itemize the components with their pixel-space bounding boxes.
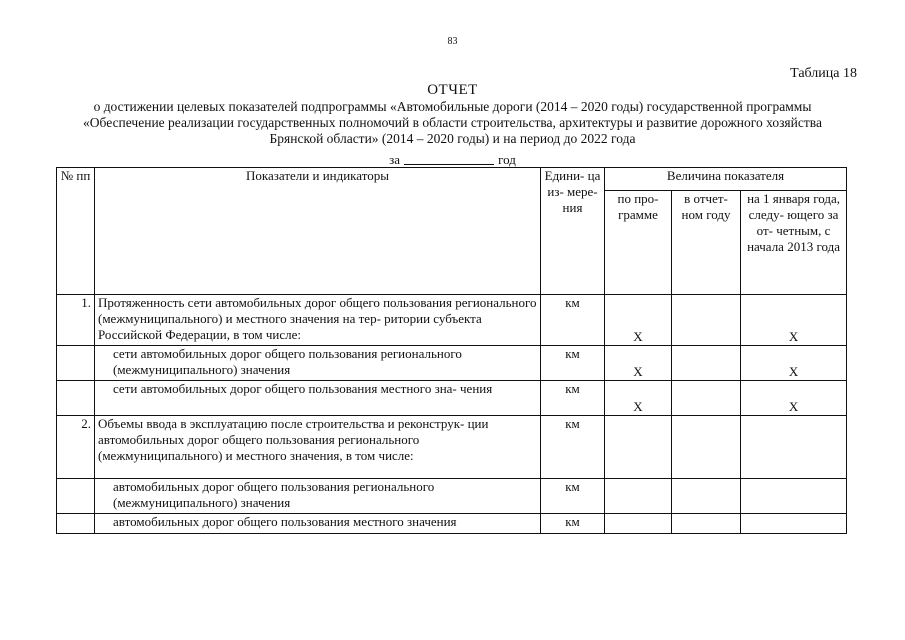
header-num: № пп bbox=[57, 168, 95, 295]
period-blank[interactable] bbox=[404, 153, 494, 165]
header-indicators: Показатели и индикаторы bbox=[95, 168, 541, 295]
row-num bbox=[57, 381, 95, 416]
report-title: ОТЧЕТ bbox=[427, 82, 478, 98]
row-by-program[interactable] bbox=[605, 479, 672, 514]
row-num: 1. bbox=[57, 295, 95, 346]
page-number: 83 bbox=[447, 36, 458, 47]
row-unit: км bbox=[541, 416, 605, 479]
row-reporting-year[interactable] bbox=[672, 381, 741, 416]
row-name: Объемы ввода в эксплуатацию после строительства и реконструк- ции автомобильных дорог общего пользования регионального (межмуниципального) и местного значения, в том числе: bbox=[95, 416, 541, 479]
row-by-program: Х bbox=[605, 381, 672, 416]
row-reporting-year[interactable] bbox=[672, 514, 741, 534]
row-since-2013: Х bbox=[741, 295, 847, 346]
row-since-2013[interactable] bbox=[741, 514, 847, 534]
report-table bbox=[56, 167, 847, 534]
row-reporting-year[interactable] bbox=[672, 295, 741, 346]
period-prefix: за bbox=[389, 152, 401, 167]
table-row bbox=[57, 479, 847, 514]
table-row bbox=[57, 346, 847, 381]
row-unit: км bbox=[541, 381, 605, 416]
row-reporting-year[interactable] bbox=[672, 416, 741, 479]
row-since-2013[interactable] bbox=[741, 416, 847, 479]
header-unit: Едини- ца из- мере- ния bbox=[541, 168, 605, 295]
table-row bbox=[57, 416, 847, 479]
table-row bbox=[57, 381, 847, 416]
report-subtitle: о достижении целевых показателей подпрограммы «Автомобильные дороги (2014 – 2020 годы) государственной программы «Обеспечение реализации государственных полномочий в области строительства, архитектуры и развитие дорожного хозяйства Брянской области» (2014 – 2020 годы) и на период до 2022 года bbox=[83, 99, 822, 146]
row-name: Протяженность сети автомобильных дорог общего пользования регионального (межмуниципального) и местного значения на тер- ритории субъекта Российской Федерации, в том числе: bbox=[95, 295, 541, 346]
row-since-2013: Х bbox=[741, 381, 847, 416]
row-by-program: Х bbox=[605, 346, 672, 381]
row-name: сети автомобильных дорог общего пользования регионального (межмуниципального) значения bbox=[95, 346, 541, 381]
period-line bbox=[0, 152, 905, 168]
row-by-program: Х bbox=[605, 295, 672, 346]
row-unit: км bbox=[541, 479, 605, 514]
period-suffix: год bbox=[498, 152, 516, 167]
table-number: Таблица 18 bbox=[790, 66, 857, 81]
row-num bbox=[57, 346, 95, 381]
row-unit: км bbox=[541, 514, 605, 534]
header-by-program: по про- грамме bbox=[605, 191, 672, 295]
row-by-program[interactable] bbox=[605, 416, 672, 479]
row-unit: км bbox=[541, 295, 605, 346]
header-value-group: Величина показателя bbox=[605, 168, 847, 191]
header-since-2013: на 1 января года, следу- ющего за от- четным, с начала 2013 года bbox=[741, 191, 847, 295]
row-reporting-year[interactable] bbox=[672, 346, 741, 381]
row-num bbox=[57, 479, 95, 514]
row-unit: км bbox=[541, 346, 605, 381]
row-num: 2. bbox=[57, 416, 95, 479]
header-reporting-year: в отчет- ном году bbox=[672, 191, 741, 295]
table-row bbox=[57, 514, 847, 534]
row-since-2013[interactable] bbox=[741, 479, 847, 514]
table-row bbox=[57, 295, 847, 346]
row-name: автомобильных дорог общего пользования местного значения bbox=[95, 514, 541, 534]
row-reporting-year[interactable] bbox=[672, 479, 741, 514]
row-name: автомобильных дорог общего пользования регионального (межмуниципального) значения bbox=[95, 479, 541, 514]
row-since-2013: Х bbox=[741, 346, 847, 381]
row-by-program[interactable] bbox=[605, 514, 672, 534]
row-name: сети автомобильных дорог общего пользования местного зна- чения bbox=[95, 381, 541, 416]
row-num bbox=[57, 514, 95, 534]
